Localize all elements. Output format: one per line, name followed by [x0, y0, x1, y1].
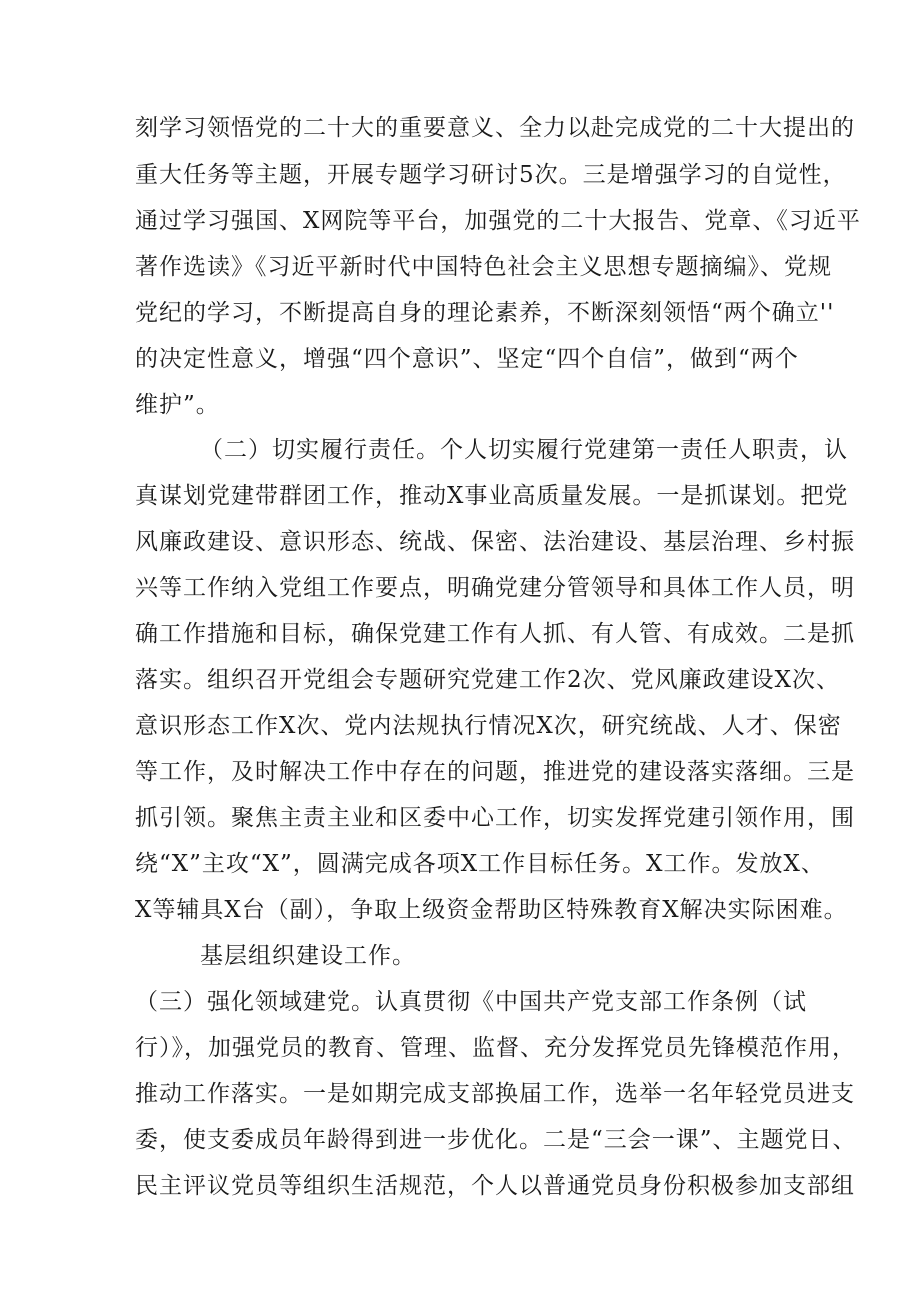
section-heading-line: （三）强化领域建党。认真贯彻《中国共产党支部工作条例（试 — [135, 989, 807, 1015]
text-line: 兴等工作纳入党组工作要点，明确党建分管领导和具体工作人员，明 — [135, 575, 855, 601]
text-line: 维护”。 — [135, 392, 220, 418]
text-line: 民主评议党员等组织生活规范，个人以普通党员身份积极参加支部组 — [135, 1173, 855, 1199]
text-line: 委，使支委成员年龄得到进一步优化。二是“三会一课”、主题党日、 — [135, 1127, 857, 1153]
text-line: 推动工作落实。一是如期完成支部换届工作，选举一名年轻党员进支 — [135, 1081, 855, 1107]
text-line: 绕“X”主攻“X”，圆满完成各项X工作目标任务。X工作。发放X、 — [135, 851, 825, 877]
text-line: 行）》，加强党员的教育、管理、监督、充分发挥党员先锋模范作用， — [135, 1035, 856, 1061]
text-line: 著作选读》《习近平新时代中国特色社会主义思想专题摘编》、党规 — [135, 254, 832, 280]
text-line: 刻学习领悟党的二十大的重要意义、全力以赴完成党的二十大提出的 — [135, 115, 855, 141]
text-line: 真谋划党建带群团工作，推动X事业高质量发展。一是抓谋划。把党 — [135, 483, 849, 509]
text-line: 落实。组织召开党组会专题研究党建工作2次、党风廉政建设X次、 — [135, 667, 841, 693]
text-line: 确工作措施和目标，确保党建工作有人抓、有人管、有成效。二是抓 — [135, 621, 855, 647]
text-line: 通过学习强国、X网院等平台，加强党的二十大报告、党章、《习近平 — [135, 208, 861, 234]
text-line: 基层组织建设工作。 — [200, 943, 416, 969]
text-line: 党纪的学习，不断提高自身的理论素养，不断深刻领悟“两个确立'' — [135, 300, 835, 326]
text-line: 的决定性意义，增强“四个意识”、坚定“四个自信”，做到“两个 — [135, 346, 799, 372]
text-line: 抓引领。聚焦主责主业和区委中心工作，切实发挥党建引领作用，围 — [135, 805, 855, 831]
text-line: 等工作，及时解决工作中存在的问题，推进党的建设落实落细。三是 — [135, 759, 855, 785]
text-line: 重大任务等主题，开展专题学习研讨5次。三是增强学习的自觉性， — [135, 162, 847, 188]
text-line: X等辅具X台（副），争取上级资金帮助区特殊教育X解决实际困难。 — [135, 897, 848, 923]
text-line: 意识形态工作X次、党内法规执行情况X次，研究统战、人才、保密 — [135, 713, 842, 739]
text-line: 风廉政建设、意识形态、统战、保密、法治建设、基层治理、乡村振 — [135, 529, 855, 555]
section-heading-line: （二）切实履行责任。个人切实履行党建第一责任人职责，认 — [200, 437, 848, 463]
